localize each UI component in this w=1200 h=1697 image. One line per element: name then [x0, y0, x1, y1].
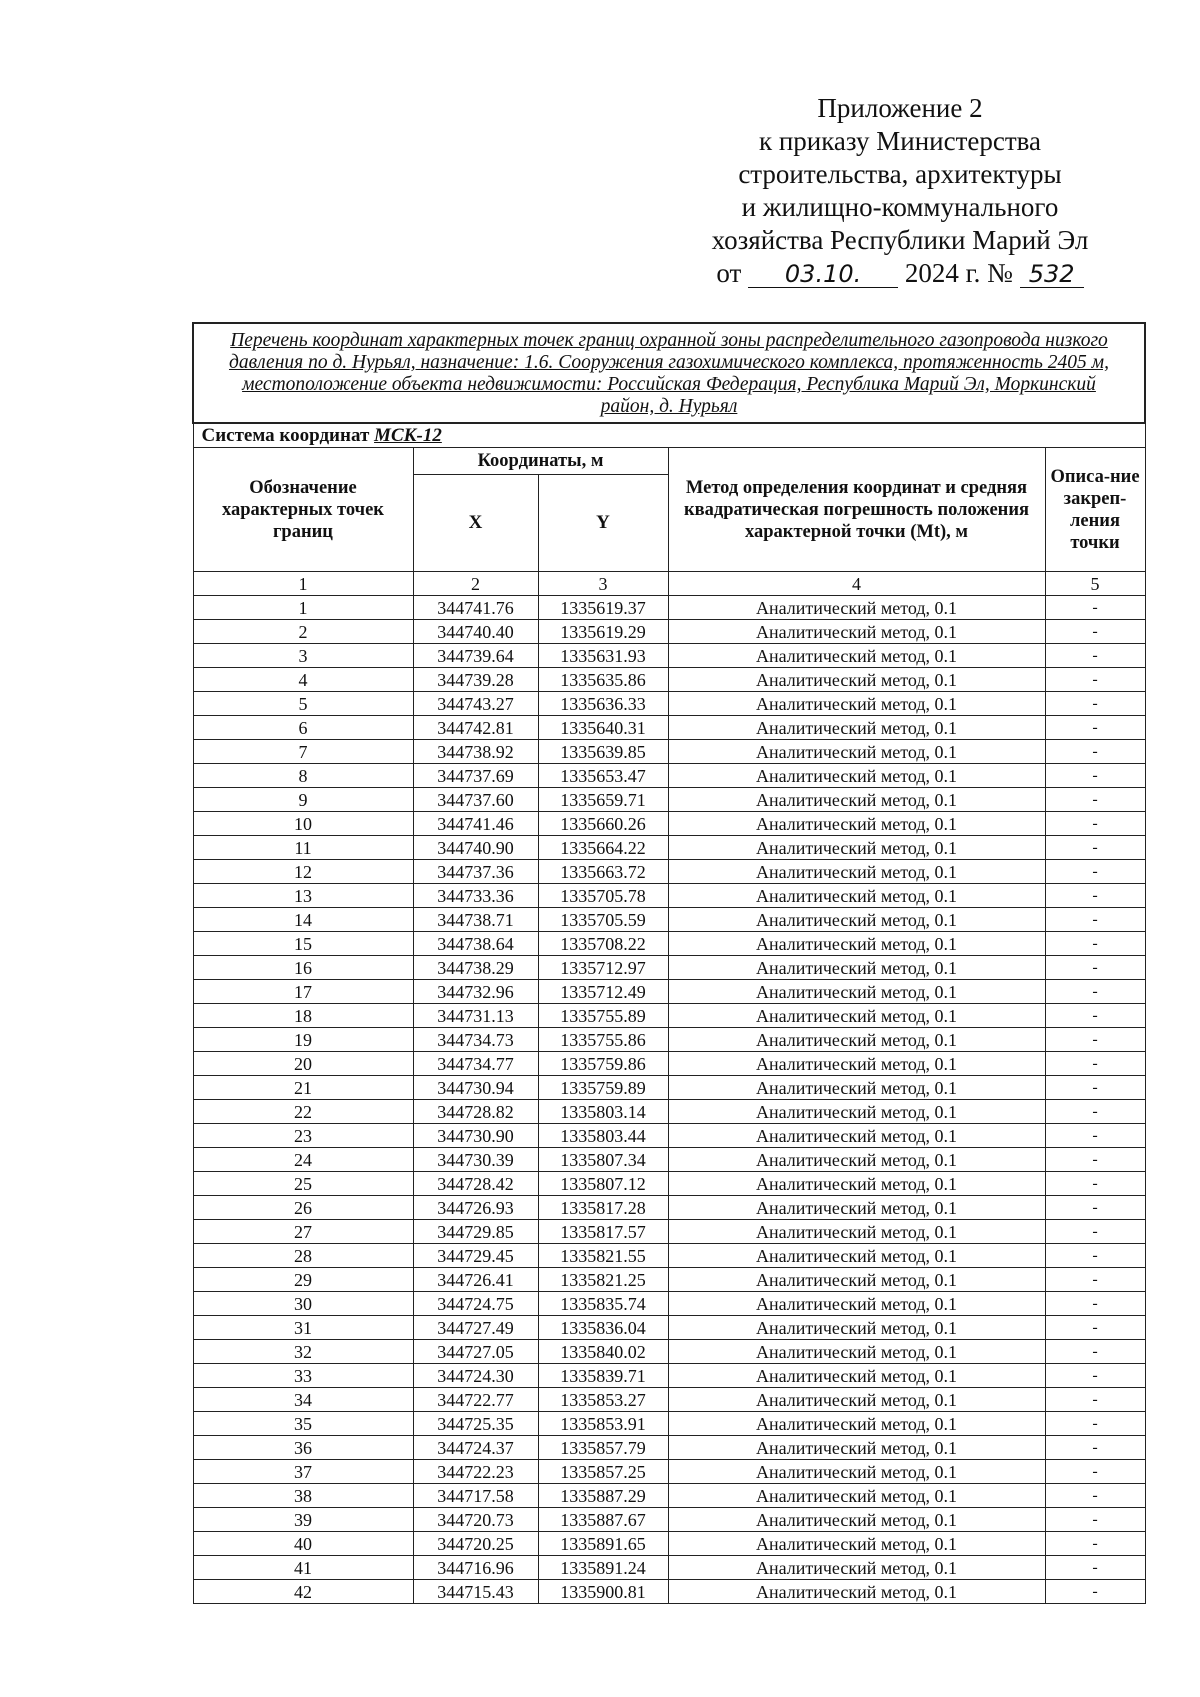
x-coordinate-cell: 344743.27	[413, 692, 538, 716]
point-number-cell: 24	[193, 1148, 413, 1172]
description-cell: -	[1045, 1052, 1145, 1076]
y-coordinate-cell: 1335817.28	[538, 1196, 668, 1220]
method-cell: Аналитический метод, 0.1	[668, 1244, 1045, 1268]
x-coordinate-cell: 344722.23	[413, 1460, 538, 1484]
table-body	[193, 596, 1145, 1604]
x-coordinate-cell: 344740.40	[413, 620, 538, 644]
table-row	[193, 980, 1145, 1004]
column-header-x: X	[413, 475, 538, 572]
y-coordinate-cell: 1335839.71	[538, 1364, 668, 1388]
y-coordinate-cell: 1335887.29	[538, 1484, 668, 1508]
x-coordinate-cell: 344729.45	[413, 1244, 538, 1268]
header-line: и жилищно-коммунального	[741, 192, 1059, 222]
y-coordinate-cell: 1335835.74	[538, 1292, 668, 1316]
table-row	[193, 1556, 1145, 1580]
point-number-cell: 33	[193, 1364, 413, 1388]
table-row	[193, 1100, 1145, 1124]
method-cell: Аналитический метод, 0.1	[668, 836, 1045, 860]
handwritten-date: 03.10.	[748, 261, 898, 288]
method-cell: Аналитический метод, 0.1	[668, 1436, 1045, 1460]
point-number-cell: 28	[193, 1244, 413, 1268]
description-cell: -	[1045, 1532, 1145, 1556]
method-cell: Аналитический метод, 0.1	[668, 1028, 1045, 1052]
point-number-cell: 27	[193, 1220, 413, 1244]
description-cell: -	[1045, 1292, 1145, 1316]
point-number-cell: 25	[193, 1172, 413, 1196]
point-number-cell: 38	[193, 1484, 413, 1508]
method-cell: Аналитический метод, 0.1	[668, 1316, 1045, 1340]
description-cell: -	[1045, 1196, 1145, 1220]
method-cell: Аналитический метод, 0.1	[668, 908, 1045, 932]
description-cell: -	[1045, 1436, 1145, 1460]
point-number-cell: 3	[193, 644, 413, 668]
description-cell: -	[1045, 692, 1145, 716]
method-cell: Аналитический метод, 0.1	[668, 1052, 1045, 1076]
table-caption: Перечень координат характерных точек границ охранной зоны распределительного газопровода низкого давления по д. Нурьял, назначение: 1.6. Сооружения газохимического комплекса, протяженность 2405 м, местоположение объекта недвижимости: Российская Федерация, Республика Марий Эл, Моркинский район, д. Нурьял	[193, 323, 1145, 423]
point-number-cell: 1	[193, 596, 413, 620]
point-number-cell: 22	[193, 1100, 413, 1124]
document-header	[690, 92, 1110, 290]
method-cell: Аналитический метод, 0.1	[668, 1220, 1045, 1244]
description-cell: -	[1045, 1004, 1145, 1028]
y-coordinate-cell: 1335803.14	[538, 1100, 668, 1124]
y-coordinate-cell: 1335891.24	[538, 1556, 668, 1580]
x-coordinate-cell: 344726.93	[413, 1196, 538, 1220]
method-cell: Аналитический метод, 0.1	[668, 884, 1045, 908]
x-coordinate-cell: 344717.58	[413, 1484, 538, 1508]
table-row	[193, 740, 1145, 764]
method-cell: Аналитический метод, 0.1	[668, 788, 1045, 812]
table-row	[193, 644, 1145, 668]
y-coordinate-cell: 1335891.65	[538, 1532, 668, 1556]
x-coordinate-cell: 344727.49	[413, 1316, 538, 1340]
x-coordinate-cell: 344715.43	[413, 1580, 538, 1604]
description-cell: -	[1045, 1388, 1145, 1412]
description-cell: -	[1045, 860, 1145, 884]
method-cell: Аналитический метод, 0.1	[668, 1100, 1045, 1124]
description-cell: -	[1045, 836, 1145, 860]
table-row	[193, 1484, 1145, 1508]
method-cell: Аналитический метод, 0.1	[668, 716, 1045, 740]
method-cell: Аналитический метод, 0.1	[668, 860, 1045, 884]
point-number-cell: 13	[193, 884, 413, 908]
table-row	[193, 1028, 1145, 1052]
x-coordinate-cell: 344730.90	[413, 1124, 538, 1148]
method-cell: Аналитический метод, 0.1	[668, 644, 1045, 668]
table-row	[193, 860, 1145, 884]
y-coordinate-cell: 1335639.85	[538, 740, 668, 764]
method-cell: Аналитический метод, 0.1	[668, 1388, 1045, 1412]
point-number-cell: 6	[193, 716, 413, 740]
method-cell: Аналитический метод, 0.1	[668, 980, 1045, 1004]
method-cell: Аналитический метод, 0.1	[668, 1412, 1045, 1436]
method-cell: Аналитический метод, 0.1	[668, 1532, 1045, 1556]
table-row	[193, 668, 1145, 692]
coordinate-system-value: МСК-12	[374, 424, 442, 446]
point-number-cell: 17	[193, 980, 413, 1004]
method-cell: Аналитический метод, 0.1	[668, 1268, 1045, 1292]
description-cell: -	[1045, 1148, 1145, 1172]
table-row	[193, 836, 1145, 860]
y-coordinate-cell: 1335640.31	[538, 716, 668, 740]
description-cell: -	[1045, 1556, 1145, 1580]
table-row	[193, 1196, 1145, 1220]
y-coordinate-cell: 1335660.26	[538, 812, 668, 836]
y-coordinate-cell: 1335759.86	[538, 1052, 668, 1076]
y-coordinate-cell: 1335887.67	[538, 1508, 668, 1532]
method-cell: Аналитический метод, 0.1	[668, 932, 1045, 956]
x-coordinate-cell: 344720.73	[413, 1508, 538, 1532]
y-coordinate-cell: 1335853.91	[538, 1412, 668, 1436]
y-coordinate-cell: 1335708.22	[538, 932, 668, 956]
table-row	[193, 884, 1145, 908]
y-coordinate-cell: 1335712.97	[538, 956, 668, 980]
point-number-cell: 37	[193, 1460, 413, 1484]
header-line: хозяйства Республики Марий Эл	[711, 225, 1089, 255]
y-coordinate-cell: 1335659.71	[538, 788, 668, 812]
description-cell: -	[1045, 1484, 1145, 1508]
description-cell: -	[1045, 788, 1145, 812]
description-cell: -	[1045, 1412, 1145, 1436]
handwritten-order-number: 532	[1020, 261, 1084, 288]
description-cell: -	[1045, 716, 1145, 740]
y-coordinate-cell: 1335631.93	[538, 644, 668, 668]
description-cell: -	[1045, 1028, 1145, 1052]
x-coordinate-cell: 344724.37	[413, 1436, 538, 1460]
table-row	[193, 692, 1145, 716]
table-row	[193, 620, 1145, 644]
method-cell: Аналитический метод, 0.1	[668, 596, 1045, 620]
point-number-cell: 41	[193, 1556, 413, 1580]
column-header-method: Метод определения координат и средняя квадратическая погрешность положения характерной точки (Mt), м	[668, 448, 1045, 572]
table-row	[193, 764, 1145, 788]
description-cell: -	[1045, 1244, 1145, 1268]
x-coordinate-cell: 344739.28	[413, 668, 538, 692]
column-number: 5	[1045, 572, 1145, 596]
order-date-line	[690, 257, 1110, 290]
x-coordinate-cell: 344733.36	[413, 884, 538, 908]
table-row	[193, 1004, 1145, 1028]
description-cell: -	[1045, 1172, 1145, 1196]
y-coordinate-cell: 1335821.55	[538, 1244, 668, 1268]
method-cell: Аналитический метод, 0.1	[668, 740, 1045, 764]
table-row	[193, 1244, 1145, 1268]
description-cell: -	[1045, 764, 1145, 788]
table-row	[193, 1052, 1145, 1076]
y-coordinate-cell: 1335900.81	[538, 1580, 668, 1604]
x-coordinate-cell: 344730.94	[413, 1076, 538, 1100]
x-coordinate-cell: 344742.81	[413, 716, 538, 740]
column-number: 3	[538, 572, 668, 596]
description-cell: -	[1045, 1220, 1145, 1244]
year-text: 2024 г. №	[904, 258, 1013, 288]
table-row	[193, 596, 1145, 620]
table-row	[193, 1436, 1145, 1460]
point-number-cell: 20	[193, 1052, 413, 1076]
description-cell: -	[1045, 932, 1145, 956]
header-line: к приказу Министерства	[758, 126, 1042, 156]
table-row	[193, 1148, 1145, 1172]
table-row	[193, 932, 1145, 956]
point-number-cell: 31	[193, 1316, 413, 1340]
point-number-cell: 36	[193, 1436, 413, 1460]
column-header-coordinates: Координаты, м	[413, 448, 668, 475]
y-coordinate-cell: 1335636.33	[538, 692, 668, 716]
description-cell: -	[1045, 644, 1145, 668]
point-number-cell: 12	[193, 860, 413, 884]
table-row	[193, 788, 1145, 812]
table-row	[193, 1316, 1145, 1340]
description-cell: -	[1045, 620, 1145, 644]
column-number: 2	[413, 572, 538, 596]
method-cell: Аналитический метод, 0.1	[668, 1076, 1045, 1100]
point-number-cell: 26	[193, 1196, 413, 1220]
table-row	[193, 1388, 1145, 1412]
description-cell: -	[1045, 740, 1145, 764]
point-number-cell: 4	[193, 668, 413, 692]
description-cell: -	[1045, 668, 1145, 692]
point-number-cell: 8	[193, 764, 413, 788]
point-number-cell: 11	[193, 836, 413, 860]
method-cell: Аналитический метод, 0.1	[668, 1292, 1045, 1316]
y-coordinate-cell: 1335857.25	[538, 1460, 668, 1484]
description-cell: -	[1045, 1508, 1145, 1532]
point-number-cell: 23	[193, 1124, 413, 1148]
description-cell: -	[1045, 1100, 1145, 1124]
table-row	[193, 1076, 1145, 1100]
method-cell: Аналитический метод, 0.1	[668, 1508, 1045, 1532]
table-row	[193, 1340, 1145, 1364]
description-cell: -	[1045, 1268, 1145, 1292]
y-coordinate-cell: 1335619.29	[538, 620, 668, 644]
y-coordinate-cell: 1335840.02	[538, 1340, 668, 1364]
x-coordinate-cell: 344738.64	[413, 932, 538, 956]
description-cell: -	[1045, 1076, 1145, 1100]
method-cell: Аналитический метод, 0.1	[668, 692, 1045, 716]
description-cell: -	[1045, 908, 1145, 932]
description-cell: -	[1045, 980, 1145, 1004]
x-coordinate-cell: 344727.05	[413, 1340, 538, 1364]
x-coordinate-cell: 344739.64	[413, 644, 538, 668]
description-cell: -	[1045, 596, 1145, 620]
coordinates-table	[192, 322, 1146, 1604]
y-coordinate-cell: 1335857.79	[538, 1436, 668, 1460]
method-cell: Аналитический метод, 0.1	[668, 1580, 1045, 1604]
x-coordinate-cell: 344722.77	[413, 1388, 538, 1412]
description-cell: -	[1045, 1364, 1145, 1388]
description-cell: -	[1045, 1316, 1145, 1340]
table-row	[193, 1460, 1145, 1484]
y-coordinate-cell: 1335759.89	[538, 1076, 668, 1100]
method-cell: Аналитический метод, 0.1	[668, 956, 1045, 980]
y-coordinate-cell: 1335635.86	[538, 668, 668, 692]
x-coordinate-cell: 344729.85	[413, 1220, 538, 1244]
y-coordinate-cell: 1335836.04	[538, 1316, 668, 1340]
point-number-cell: 34	[193, 1388, 413, 1412]
method-cell: Аналитический метод, 0.1	[668, 1340, 1045, 1364]
y-coordinate-cell: 1335663.72	[538, 860, 668, 884]
point-number-cell: 29	[193, 1268, 413, 1292]
table-row	[193, 1532, 1145, 1556]
point-number-cell: 19	[193, 1028, 413, 1052]
x-coordinate-cell: 344741.76	[413, 596, 538, 620]
method-cell: Аналитический метод, 0.1	[668, 1364, 1045, 1388]
y-coordinate-cell: 1335807.34	[538, 1148, 668, 1172]
x-coordinate-cell: 344724.30	[413, 1364, 538, 1388]
description-cell: -	[1045, 812, 1145, 836]
method-cell: Аналитический метод, 0.1	[668, 1484, 1045, 1508]
point-number-cell: 42	[193, 1580, 413, 1604]
x-coordinate-cell: 344716.96	[413, 1556, 538, 1580]
point-number-cell: 16	[193, 956, 413, 980]
point-number-cell: 15	[193, 932, 413, 956]
y-coordinate-cell: 1335664.22	[538, 836, 668, 860]
description-cell: -	[1045, 1124, 1145, 1148]
x-coordinate-cell: 344732.96	[413, 980, 538, 1004]
description-cell: -	[1045, 884, 1145, 908]
column-header-y: Y	[538, 475, 668, 572]
description-cell: -	[1045, 1340, 1145, 1364]
x-coordinate-cell: 344738.92	[413, 740, 538, 764]
point-number-cell: 21	[193, 1076, 413, 1100]
x-coordinate-cell: 344741.46	[413, 812, 538, 836]
method-cell: Аналитический метод, 0.1	[668, 1148, 1045, 1172]
method-cell: Аналитический метод, 0.1	[668, 764, 1045, 788]
coordinate-system-label: Система координат	[201, 424, 370, 446]
x-coordinate-cell: 344730.39	[413, 1148, 538, 1172]
y-coordinate-cell: 1335821.25	[538, 1268, 668, 1292]
x-coordinate-cell: 344728.82	[413, 1100, 538, 1124]
x-coordinate-cell: 344731.13	[413, 1004, 538, 1028]
point-number-cell: 9	[193, 788, 413, 812]
point-number-cell: 18	[193, 1004, 413, 1028]
method-cell: Аналитический метод, 0.1	[668, 1556, 1045, 1580]
column-header-point: Обозначение характерных точек границ	[193, 448, 413, 572]
table-row	[193, 1220, 1145, 1244]
y-coordinate-cell: 1335755.89	[538, 1004, 668, 1028]
method-cell: Аналитический метод, 0.1	[668, 1196, 1045, 1220]
description-cell: -	[1045, 956, 1145, 980]
y-coordinate-cell: 1335817.57	[538, 1220, 668, 1244]
column-number-row	[193, 572, 1145, 596]
method-cell: Аналитический метод, 0.1	[668, 620, 1045, 644]
point-number-cell: 7	[193, 740, 413, 764]
x-coordinate-cell: 344738.71	[413, 908, 538, 932]
y-coordinate-cell: 1335653.47	[538, 764, 668, 788]
table-row	[193, 1268, 1145, 1292]
table-row	[193, 956, 1145, 980]
point-number-cell: 32	[193, 1340, 413, 1364]
y-coordinate-cell: 1335803.44	[538, 1124, 668, 1148]
description-cell: -	[1045, 1460, 1145, 1484]
x-coordinate-cell: 344720.25	[413, 1532, 538, 1556]
x-coordinate-cell: 344725.35	[413, 1412, 538, 1436]
x-coordinate-cell: 344726.41	[413, 1268, 538, 1292]
table-row	[193, 1580, 1145, 1604]
y-coordinate-cell: 1335712.49	[538, 980, 668, 1004]
column-header-description: Описа-ние закреп-ления точки	[1045, 448, 1145, 572]
x-coordinate-cell: 344737.60	[413, 788, 538, 812]
table-row	[193, 1508, 1145, 1532]
header-line: строительства, архитектуры	[738, 159, 1062, 189]
point-number-cell: 2	[193, 620, 413, 644]
method-cell: Аналитический метод, 0.1	[668, 812, 1045, 836]
column-number: 1	[193, 572, 413, 596]
y-coordinate-cell: 1335619.37	[538, 596, 668, 620]
table-row	[193, 716, 1145, 740]
point-number-cell: 5	[193, 692, 413, 716]
table-row	[193, 1124, 1145, 1148]
x-coordinate-cell: 344728.42	[413, 1172, 538, 1196]
x-coordinate-cell: 344737.69	[413, 764, 538, 788]
header-line: Приложение 2	[817, 93, 983, 123]
table-row	[193, 1412, 1145, 1436]
table-row	[193, 1364, 1145, 1388]
table-row	[193, 908, 1145, 932]
method-cell: Аналитический метод, 0.1	[668, 1124, 1045, 1148]
x-coordinate-cell: 344740.90	[413, 836, 538, 860]
y-coordinate-cell: 1335755.86	[538, 1028, 668, 1052]
point-number-cell: 39	[193, 1508, 413, 1532]
y-coordinate-cell: 1335853.27	[538, 1388, 668, 1412]
table-row	[193, 1292, 1145, 1316]
method-cell: Аналитический метод, 0.1	[668, 668, 1045, 692]
x-coordinate-cell: 344734.73	[413, 1028, 538, 1052]
date-prefix: от	[716, 258, 742, 288]
point-number-cell: 30	[193, 1292, 413, 1316]
y-coordinate-cell: 1335807.12	[538, 1172, 668, 1196]
coordinate-system	[193, 423, 1145, 448]
column-number: 4	[668, 572, 1045, 596]
table-row	[193, 812, 1145, 836]
method-cell: Аналитический метод, 0.1	[668, 1004, 1045, 1028]
y-coordinate-cell: 1335705.78	[538, 884, 668, 908]
description-cell: -	[1045, 1580, 1145, 1604]
method-cell: Аналитический метод, 0.1	[668, 1460, 1045, 1484]
x-coordinate-cell: 344738.29	[413, 956, 538, 980]
y-coordinate-cell: 1335705.59	[538, 908, 668, 932]
point-number-cell: 35	[193, 1412, 413, 1436]
method-cell: Аналитический метод, 0.1	[668, 1172, 1045, 1196]
table-row	[193, 1172, 1145, 1196]
x-coordinate-cell: 344737.36	[413, 860, 538, 884]
point-number-cell: 10	[193, 812, 413, 836]
x-coordinate-cell: 344734.77	[413, 1052, 538, 1076]
x-coordinate-cell: 344724.75	[413, 1292, 538, 1316]
point-number-cell: 14	[193, 908, 413, 932]
point-number-cell: 40	[193, 1532, 413, 1556]
